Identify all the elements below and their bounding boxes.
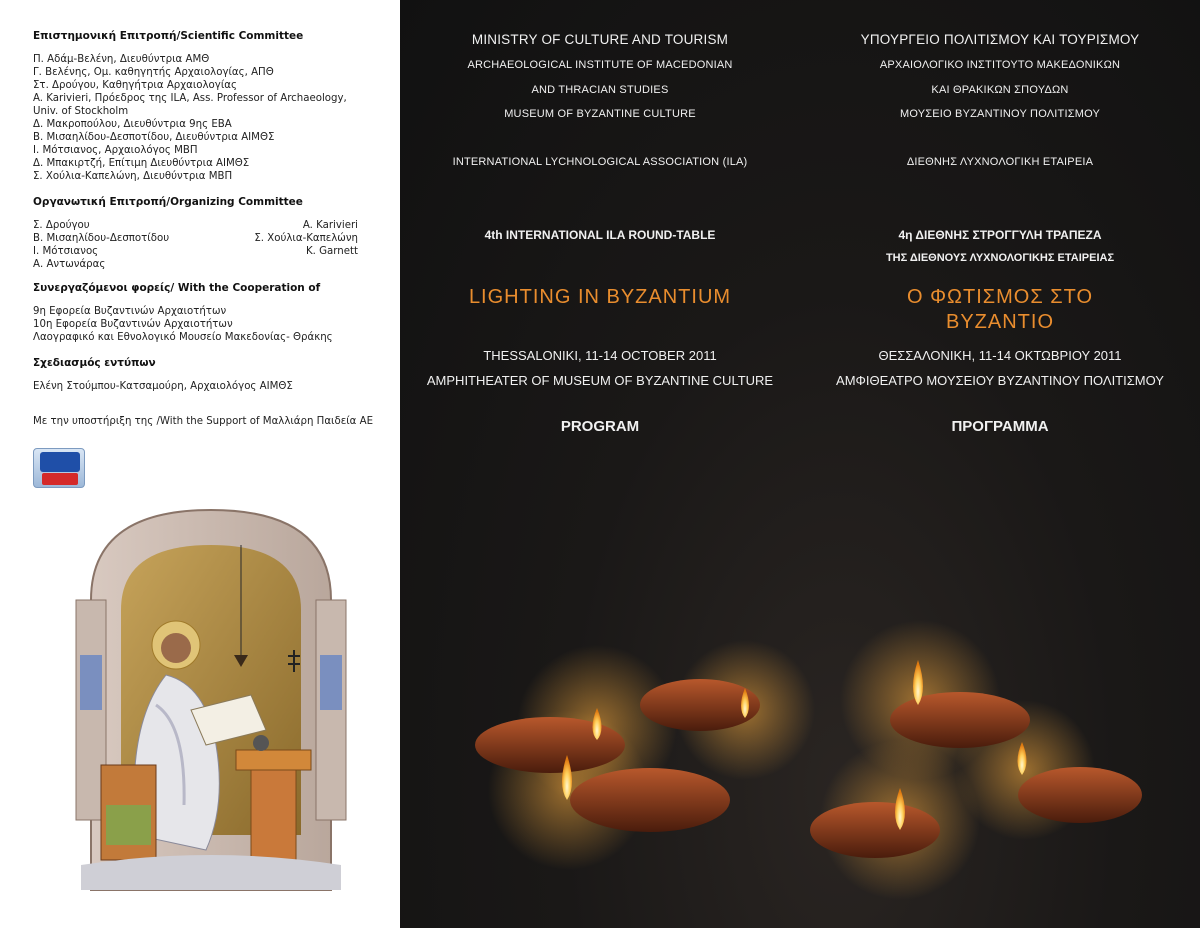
organizer-name: Β. Μισαηλίδου-Δεσποτίδου [33,233,170,244]
organizer-name: Ι. Μότσιανος [33,246,99,257]
organizer-name: Σ. Χούλια-Καπελώνη [254,233,358,244]
event-venue-gr: ΑΜΦΙΘΕΑΤΡΟ ΜΟΥΣΕΙΟΥ ΒΥΖΑΝΤΙΝΟΥ ΠΟΛΙΤΙΣΜΟΥ [836,373,1164,388]
cooperation-item: 10η Εφορεία Βυζαντινών Αρχαιοτήτων [33,319,233,330]
institute-line1-en: ARCHAEOLOGICAL INSTITUTE OF MACEDONIAN [467,59,733,71]
evangelist-illustration [66,505,356,895]
committee-member: Γ. Βελένης, Ομ. καθηγητής Αρχαιολογίας, ΑΠΘ [33,67,274,78]
organizer-name: A. Karivieri [302,220,358,231]
event-venue-en: AMPHITHEATER OF MUSEUM OF BYZANTINE CULTURE [426,373,774,388]
event-title-line1-gr: Ο ΦΩΤΙΣΜΟΣ ΣΤΟ [906,286,1094,308]
designer-name: Ελένη Στούμπου-Κατσαμούρη, Αρχαιολόγος ΑΙΜΘΣ [33,381,293,392]
roundtable-en: 4th INTERNATIONAL ILA ROUND-TABLE [484,228,716,242]
committee-member: Π. Αδάμ-Βελένη, Διευθύντρια ΑΜΘ [33,54,210,65]
oil-lamps-photo [400,560,1200,928]
greek-column [800,0,1200,470]
institute-line1-gr: ΑΡΧΑΙΟΛΟΓΙΚΟ ΙΝΣΤΙΤΟΥΤΟ ΜΑΚΕΔΟΝΙΚΩΝ [879,59,1121,71]
scientific-committee-heading: Επιστημονική Επιτροπή/Scientific Committee [33,30,304,42]
event-title-en: LIGHTING IN BYZANTIUM [468,286,732,308]
committee-member: Σ. Χούλια-Καπελώνη, Διευθύντρια ΜΒΠ [33,171,233,182]
committee-member: A. Karivieri, Πρόεδρος της ILA, Ass. Professor of Archaeology, [33,93,347,104]
committee-member: Ι. Μότσιανος, Αρχαιολόγος ΜΒΠ [33,145,198,156]
organizing-committee-heading: Οργανωτική Επιτροπή/Organizing Committee [33,196,303,208]
institute-line2-en: AND THRACIAN STUDIES [531,84,669,96]
museum-name-en: MUSEUM OF BYZANTINE CULTURE [504,108,696,120]
museum-name-gr: ΜΟΥΣΕΙΟ ΒΥΖΑΝΤΙΝΟΥ ΠΟΛΙΤΙΣΜΟΥ [899,108,1101,120]
scientific-committee [33,30,400,183]
design-section [33,357,400,393]
roundtable-line2-gr: ΤΗΣ ΔΙΕΘΝΟΥΣ ΛΥΧΝΟΛΟΓΙΚΗΣ ΕΤΑΙΡΕΙΑΣ [885,252,1115,264]
ministry-name-en: MINISTRY OF CULTURE AND TOURISM [471,32,729,47]
cooperation-section [33,282,400,344]
cover-panel [400,0,1200,928]
organizer-name: Α. Αντωνάρας [33,259,106,270]
institute-line2-gr: ΚΑΙ ΘΡΑΚΙΚΩΝ ΣΠΟΥΔΩΝ [931,84,1069,96]
organizer-name: K. Garnett [305,246,358,257]
organizing-committee [33,196,400,271]
event-dates-en: THESSALONIKI, 11-14 OCTOBER 2011 [483,348,717,363]
ministry-name-gr: ΥΠΟΥΡΓΕΙΟ ΠΟΛΙΤΙΣΜΟΥ ΚΑΙ ΤΟΥΡΙΣΜΟΥ [860,32,1140,47]
cooperation-heading: Συνεργαζόμενοι φορείς/ With the Cooperation of [33,282,321,294]
event-dates-gr: ΘΕΣΣΑΛΟΝΙΚΗ, 11-14 ΟΚΤΩΒΡΙΟΥ 2011 [878,348,1122,363]
ila-name-gr: ΔΙΕΘΝΗΣ ΛΥΧΝΟΛΟΓΙΚΗ ΕΤΑΙΡΕΙΑ [906,156,1094,168]
committee-member: Β. Μισαηλίδου-Δεσποτίδου, Διευθύντρια ΑΙΜΘΣ [33,132,275,143]
committee-member: Δ. Μακροπούλου, Διευθύντρια 9ης ΕΒΑ [33,119,232,130]
ila-name-en: INTERNATIONAL LYCHNOLOGICAL ASSOCIATION (ILA) [452,156,748,168]
event-title-line2-gr: ΒΥΖΑΝΤΙΟ [945,311,1054,333]
malliaris-logo [33,448,85,488]
committee-member: Univ. of Stockholm [33,106,129,117]
program-label-en: PROGRAM [560,418,640,435]
cooperation-item: Λαογραφικό και Εθνολογικό Μουσείο Μακεδονίας- Θράκης [33,332,333,343]
english-column [400,0,800,470]
cooperation-item: 9η Εφορεία Βυζαντινών Αρχαιοτήτων [33,306,227,317]
design-heading: Σχεδιασμός εντύπων [33,357,156,369]
committee-member: Στ. Δρούγου, Καθηγήτρια Αρχαιολογίας [33,80,237,91]
committee-member: Δ. Μπακιρτζή, Επίτιμη Διευθύντρια ΑΙΜΘΣ [33,158,250,169]
organizer-name: Σ. Δρούγου [33,220,90,231]
support-line: Με την υποστήριξη της /With the Support of Μαλλιάρη Παιδεία ΑΕ [33,416,374,427]
program-label-gr: ΠΡΟΓΡΑΜΜΑ [951,418,1049,435]
roundtable-line1-gr: 4η ΔΙΕΘΝΗΣ ΣΤΡΟΓΓΥΛΗ ΤΡΑΠΕΖΑ [898,228,1102,242]
